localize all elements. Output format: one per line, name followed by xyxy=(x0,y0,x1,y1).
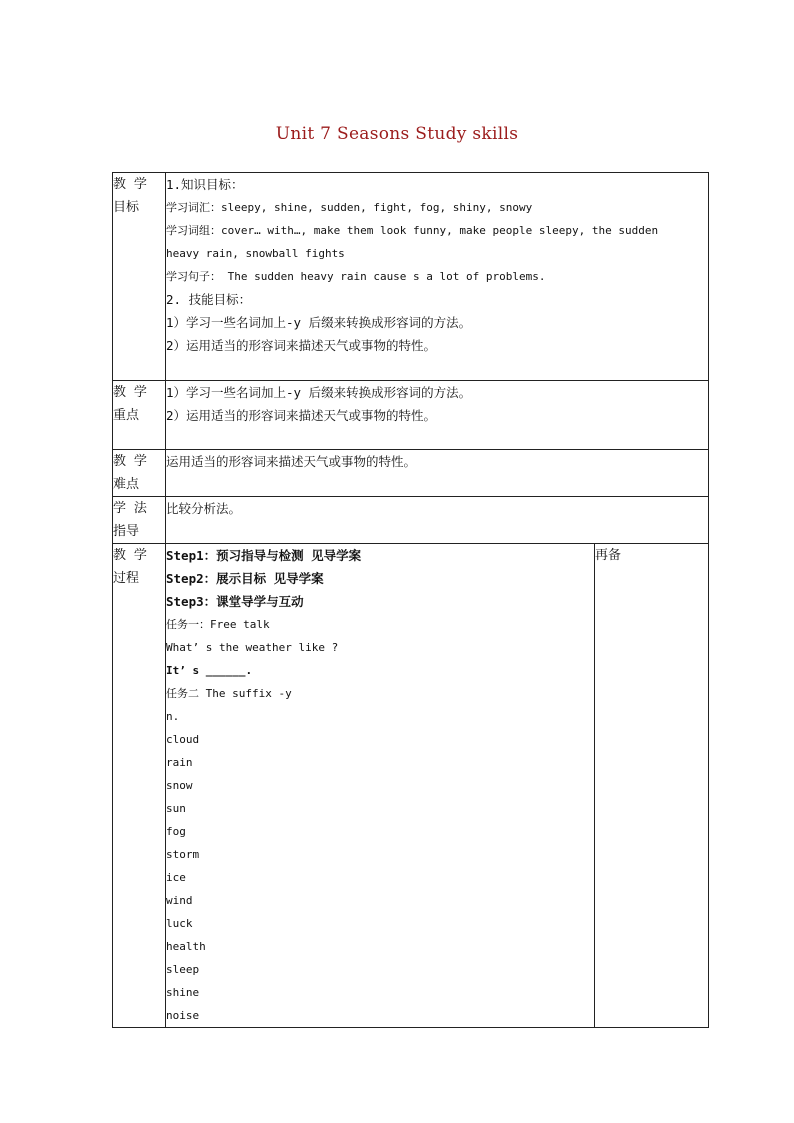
key-points-row xyxy=(113,381,709,450)
step-line: Step1：预习指导与检测 见导学案 xyxy=(166,548,362,563)
objective-line: heavy rain, snowball fights xyxy=(166,247,345,260)
key-point-line: 1）学习一些名词加上-y 后缀来转换成形容词的方法。 xyxy=(166,385,472,400)
objective-line: 学习词汇：sleepy, shine, sudden, fight, fog, shiny, snowy xyxy=(166,201,533,214)
noun-item: wind xyxy=(166,894,193,907)
revision-note: 再备 xyxy=(595,544,709,1028)
weather-answer: It’ s ______. xyxy=(166,664,253,677)
objectives-label: 教 学 目标 xyxy=(113,173,166,381)
noun-item: ice xyxy=(166,871,186,884)
noun-item: rain xyxy=(166,756,193,769)
lesson-plan-table xyxy=(112,172,709,1028)
objective-line: 2. 技能目标： xyxy=(166,292,252,307)
weather-question: What’ s the weather like ? xyxy=(166,641,339,654)
noun-item: snow xyxy=(166,779,193,792)
step-line: Step2：展示目标 见导学案 xyxy=(166,571,324,586)
noun-item: health xyxy=(166,940,206,953)
page-title: Unit 7 Seasons Study skills xyxy=(275,124,519,144)
task2-title: 任务二 The suffix -y xyxy=(166,687,292,700)
noun-item: sleep xyxy=(166,963,200,976)
process-label: 教 学 过程 xyxy=(113,544,166,1028)
task1-title: 任务一：Free talk xyxy=(166,618,270,631)
objectives-row xyxy=(113,173,709,381)
method-row xyxy=(113,497,709,544)
method-content xyxy=(166,497,709,544)
objective-line: 学习词组：cover… with…, make them look funny, make people sleepy, the sudden xyxy=(166,224,659,237)
noun-item: luck xyxy=(166,917,193,930)
objective-line: 2）运用适当的形容词来描述天气或事物的特性。 xyxy=(166,338,437,353)
process-row xyxy=(113,544,709,1028)
objective-line: 1）学习一些名词加上-y 后缀来转换成形容词的方法。 xyxy=(166,315,472,330)
step-line: Step3：课堂导学与互动 xyxy=(166,594,304,609)
method-label: 学 法 指导 xyxy=(113,497,166,544)
noun-item: sun xyxy=(166,802,186,815)
difficulties-content xyxy=(166,450,709,497)
method-line: 比较分析法。 xyxy=(166,501,242,516)
noun-item: storm xyxy=(166,848,200,861)
objective-line: 学习句子： The sudden heavy rain cause s a lot of problems. xyxy=(166,270,546,283)
key-points-label: 教 学 重点 xyxy=(113,381,166,450)
noun-item: noise xyxy=(166,1009,200,1022)
noun-item: cloud xyxy=(166,733,200,746)
key-point-line: 2）运用适当的形容词来描述天气或事物的特性。 xyxy=(166,408,437,423)
noun-item: fog xyxy=(166,825,186,838)
difficulties-label: 教 学 难点 xyxy=(113,450,166,497)
objective-line: 1.知识目标： xyxy=(166,177,244,192)
objectives-content xyxy=(166,173,709,381)
noun-item: shine xyxy=(166,986,200,999)
difficulties-row xyxy=(113,450,709,497)
key-points-content xyxy=(166,381,709,450)
noun-header: n. xyxy=(166,710,180,723)
process-content xyxy=(166,544,595,1028)
difficulty-line: 运用适当的形容词来描述天气或事物的特性。 xyxy=(166,454,417,469)
